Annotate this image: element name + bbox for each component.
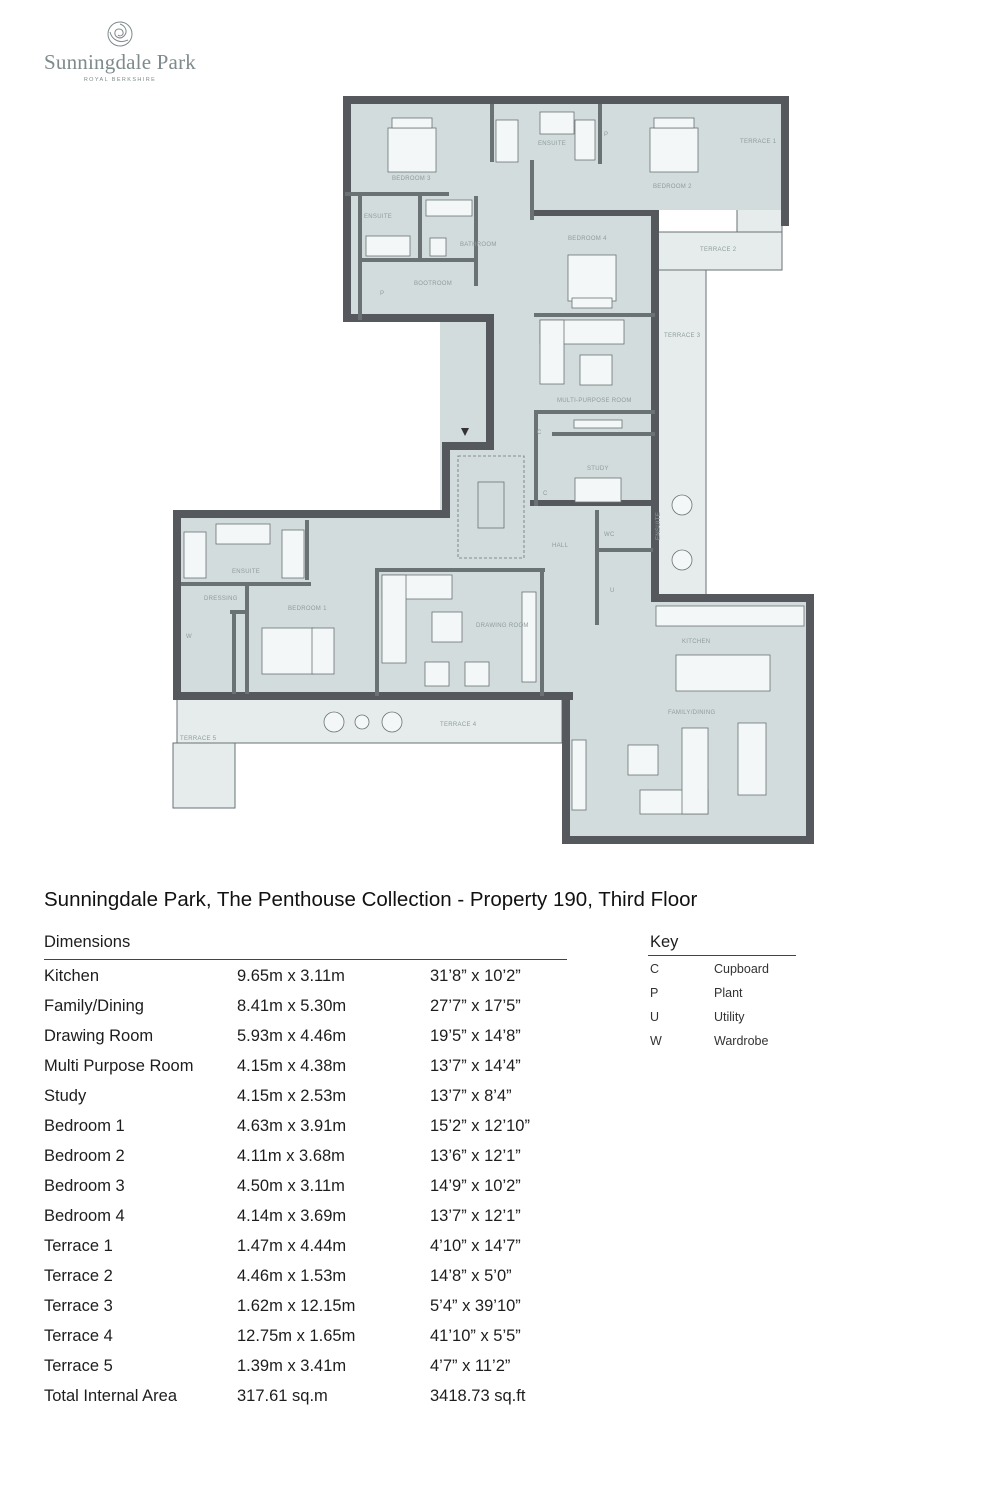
terrace-5 [173,743,235,808]
marker-utility: U [610,588,615,594]
table-row [44,991,604,1021]
dimension-metric: 12.75m x 1.65m [237,1326,356,1345]
bed-bedroom-2 [650,128,698,172]
dimension-room: Bedroom 1 [44,1116,125,1135]
marker-plant-left: P [380,291,385,297]
dimension-imperial: 13’7” x 12’1” [430,1206,521,1225]
dimension-imperial: 31’8” x 10’2” [430,966,521,985]
dimension-metric: 4.14m x 3.69m [237,1206,347,1225]
key-code: U [650,1010,660,1024]
dimension-metric: 1.62m x 12.15m [237,1296,356,1315]
dimension-room: Total Internal Area [44,1386,177,1405]
dimension-imperial: 3418.73 sq.ft [430,1386,526,1405]
label-family-dining: FAMILY/DINING [668,710,716,716]
key-code: P [650,986,659,1000]
kitchen-island [676,655,770,691]
label-terrace-5: TERRACE 5 [180,736,217,742]
label-bootroom: BOOTROOM [414,281,453,287]
label-drawing-room: DRAWING ROOM [476,623,529,629]
dimension-room: Study [44,1086,87,1105]
dining-table [738,723,766,795]
table-row [44,1351,604,1381]
table-row [44,1321,604,1351]
key-heading: Key [650,933,679,951]
terrace-3 [658,270,706,595]
dimension-metric: 4.15m x 4.38m [237,1056,347,1075]
marker-cupboard-hall: C [537,430,542,436]
dimension-room: Drawing Room [44,1026,154,1045]
table-row [44,1051,604,1081]
key-code: C [650,962,660,976]
key-meaning: Utility [714,1010,745,1024]
dimension-room: Bedroom 4 [44,1206,125,1225]
key-row [650,1029,769,1053]
key-row [650,981,769,1005]
bed-bedroom-4 [568,255,616,301]
brand-subtitle: ROYAL BERKSHIRE [83,77,157,83]
dimension-metric: 4.63m x 3.91m [237,1116,347,1135]
brand-name: Sunningdale Park [44,50,196,74]
dimension-metric: 8.41m x 5.30m [237,996,347,1015]
dimension-imperial: 15’2” x 12’10” [430,1116,530,1135]
label-terrace-1: TERRACE 1 [740,139,777,145]
label-ensuite-top: ENSUITE [538,141,567,147]
label-bedroom-4: BEDROOM 4 [568,236,607,242]
dimension-imperial: 5’4” x 39’10” [430,1296,521,1315]
marker-cupboard-study: C [543,491,548,497]
page-title: Sunningdale Park, The Penthouse Collection - Property 190, Third Floor [44,888,698,911]
dimension-room: Kitchen [44,966,100,985]
table-row [44,1231,604,1261]
kitchen-counter [656,606,804,626]
dimension-imperial: 13’6” x 12’1” [430,1146,521,1165]
table-row [44,961,604,991]
dimension-metric: 1.47m x 4.44m [237,1236,347,1255]
label-bedroom-1: BEDROOM 1 [288,606,327,612]
dimensions-heading: Dimensions [44,933,131,951]
terrace-4 [177,697,562,743]
table-row [44,1021,604,1051]
bath-bathroom [426,200,472,216]
label-multi-purpose: MULTI-PURPOSE ROOM [557,398,632,404]
label-ensuite-left: ENSUITE [232,569,261,575]
label-hall: HALL [552,543,569,549]
table-row [44,1081,604,1111]
table-row [44,1111,604,1141]
dimension-imperial: 19’5” x 14’8” [430,1026,521,1045]
dimension-metric: 4.11m x 3.68m [237,1146,345,1165]
label-wc: WC [604,532,615,538]
dimensions-table [44,961,604,1411]
dimension-imperial: 41’10” x 5’5” [430,1326,521,1345]
label-ensuite-top-left: ENSUITE [364,214,393,220]
dimension-room: Terrace 1 [44,1236,113,1255]
key-divider [648,955,796,956]
table-row [44,1291,604,1321]
label-terrace-2: TERRACE 2 [700,247,737,253]
dimension-room: Terrace 2 [44,1266,113,1285]
dimension-metric: 5.93m x 4.46m [237,1026,347,1045]
dimension-metric: 4.50m x 3.11m [237,1176,345,1195]
dimensions-divider [44,959,567,960]
bed-bedroom-3 [388,128,436,172]
table-row [44,1201,604,1231]
key-row [650,957,769,981]
dimension-metric: 1.39m x 3.41m [237,1356,347,1375]
dimension-imperial: 14’9” x 10’2” [430,1176,521,1195]
dimension-metric: 4.15m x 2.53m [237,1086,347,1105]
bath-ensuite-top [496,120,518,162]
dimension-metric: 4.46m x 1.53m [237,1266,347,1285]
bed-bedroom-1 [262,628,314,674]
dimension-imperial: 4’7” x 11’2” [430,1356,511,1375]
bath-ensuite-left [184,532,206,578]
key-code: W [650,1034,662,1048]
dimension-room: Terrace 4 [44,1326,113,1345]
dimension-room: Family/Dining [44,996,144,1015]
dimension-imperial: 27’7” x 17’5” [430,996,521,1015]
key-row [650,1005,769,1029]
key-table [650,957,769,1053]
dimension-imperial: 4’10” x 14’7” [430,1236,521,1255]
dimension-room: Bedroom 2 [44,1146,125,1165]
label-terrace-3: TERRACE 3 [664,333,701,339]
table-row [44,1141,604,1171]
dimension-imperial: 13’7” x 14’4” [430,1056,521,1075]
table-row [44,1171,604,1201]
label-kitchen: KITCHEN [682,639,711,645]
dimension-metric: 9.65m x 3.11m [237,966,345,985]
marker-wardrobe: W [186,634,192,640]
label-study: STUDY [587,466,609,472]
label-bathroom: BATHROOM [460,242,497,248]
dimension-room: Bedroom 3 [44,1176,125,1195]
label-bedroom-3: BEDROOM 3 [392,176,431,182]
dimension-imperial: 13’7” x 8’4” [430,1086,512,1105]
dimension-metric: 317.61 sq.m [237,1386,328,1405]
table-row [44,1381,604,1411]
key-meaning: Cupboard [714,962,769,976]
marker-plant-top: P [604,132,609,138]
label-bedroom-2: BEDROOM 2 [653,184,692,190]
label-terrace-4: TERRACE 4 [440,722,477,728]
key-meaning: Plant [714,986,743,1000]
sofa-study [575,478,621,502]
dimension-room: Terrace 5 [44,1356,113,1375]
dimension-imperial: 14’8” x 5’0” [430,1266,512,1285]
table-row [44,1261,604,1291]
key-meaning: Wardrobe [714,1034,769,1048]
dimension-room: Multi Purpose Room [44,1056,194,1075]
label-ensuite-right: ENSUITE [656,511,662,540]
dimension-room: Terrace 3 [44,1296,113,1315]
label-dressing: DRESSING [204,596,238,602]
